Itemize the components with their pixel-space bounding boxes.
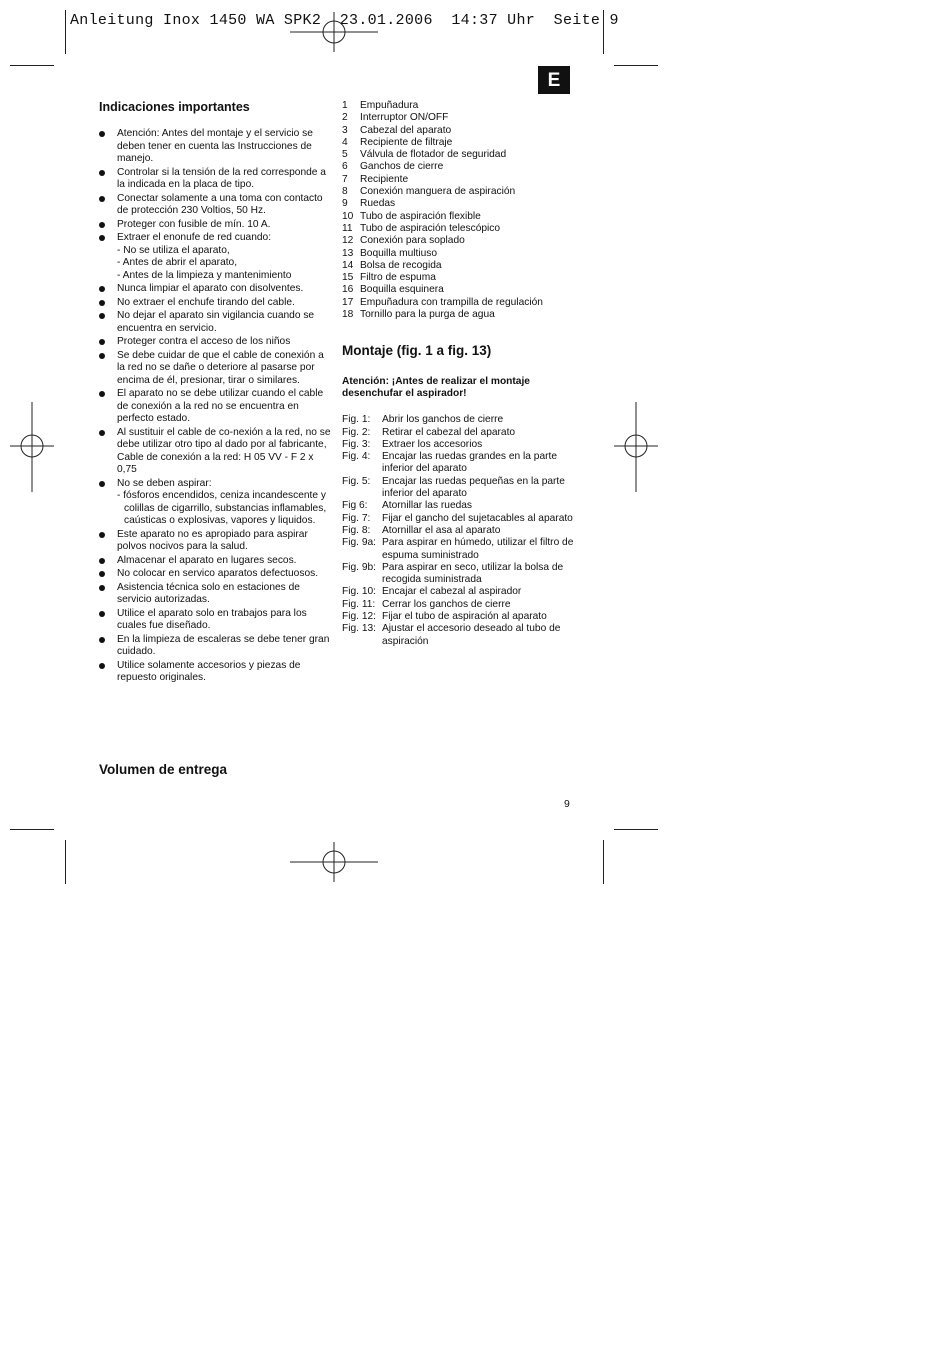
list-item-text: Controlar si la tensión de la red corresponde a la indicada en la placa de tipo.: [117, 166, 326, 190]
list-item: [99, 167, 331, 192]
figure-step-text: Atornillar el asa al aparato: [382, 524, 501, 536]
part-name: Tornillo para la purga de agua: [360, 309, 495, 321]
bullet-icon: [99, 585, 105, 591]
parts-row: [342, 137, 574, 149]
parts-row: [342, 100, 574, 112]
list-item: [99, 388, 331, 426]
part-number: 14: [342, 259, 354, 271]
figure-step-row: [342, 525, 574, 537]
bullet-icon: [99, 353, 105, 359]
list-item-text: Utilice el aparato solo en trabajos para los cuales fue diseñado.: [117, 607, 307, 631]
part-number: 15: [342, 272, 354, 284]
parts-list: [342, 100, 574, 321]
list-item: [99, 634, 331, 659]
part-number: 3: [342, 124, 348, 136]
list-item: [99, 350, 331, 388]
part-name: Empuñadura: [360, 100, 419, 111]
figure-label: Fig. 13:: [342, 623, 376, 635]
list-item: [99, 478, 331, 528]
figure-step-text: Fijar el gancho del sujetacables al aparato: [382, 512, 573, 524]
figure-step-row: [342, 586, 574, 598]
list-item: [99, 336, 331, 349]
figure-step-text: Encajar las ruedas pequeñas en la parte inferior del aparato: [382, 475, 565, 500]
part-number: 13: [342, 247, 354, 259]
list-item-text: No colocar en servico aparatos defectuosos.: [117, 568, 319, 579]
figure-label: Fig. 9b:: [342, 561, 376, 573]
list-item: [99, 582, 331, 607]
parts-row: [342, 149, 574, 161]
figure-label: Fig. 11:: [342, 598, 376, 610]
figure-step-text: Encajar el cabezal al aspirador: [382, 586, 522, 598]
section-title-indicaciones: Indicaciones importantes: [99, 100, 250, 114]
list-item-text: Asistencia técnica solo en estaciones de servicio autorizadas.: [117, 581, 300, 605]
registration-mark-right: [614, 402, 658, 492]
bullet-icon: [99, 131, 105, 137]
bullet-icon: [99, 611, 105, 617]
parts-row: [342, 186, 574, 198]
bullet-icon: [99, 286, 105, 292]
figure-step-row: [342, 414, 574, 426]
right-column: [342, 100, 574, 648]
parts-row: [342, 235, 574, 247]
part-name: Válvula de flotador de seguridad: [360, 149, 507, 161]
figure-label: Fig. 7:: [342, 512, 371, 524]
parts-row: [342, 211, 574, 223]
list-item-text: Nunca limpiar el aparato con disolventes.: [117, 283, 304, 294]
parts-row: [342, 260, 574, 272]
figure-label: Fig 6:: [342, 500, 368, 512]
list-item: [99, 128, 331, 166]
part-name: Conexión manguera de aspiración: [360, 186, 516, 198]
figure-steps-list: [342, 414, 574, 648]
figure-label: Fig. 5:: [342, 475, 371, 487]
part-name: Tubo de aspiración flexible: [360, 210, 481, 222]
part-name: Boquilla multiuso: [360, 247, 438, 259]
list-item: [99, 660, 331, 685]
part-name: Conexión para soplado: [360, 235, 465, 247]
bullet-icon: [99, 222, 105, 228]
part-number: 2: [342, 112, 348, 124]
parts-row: [342, 284, 574, 296]
parts-row: [342, 198, 574, 210]
part-name: Ganchos de cierre: [360, 161, 444, 173]
figure-step-row: [342, 451, 574, 476]
parts-row: [342, 174, 574, 186]
list-item-text: Almacenar el aparato en lugares secos.: [117, 554, 297, 566]
part-number: 12: [342, 235, 354, 247]
figure-step-row: [342, 562, 574, 587]
part-number: 18: [342, 309, 354, 321]
part-name: Empuñadura con trampilla de regulación: [360, 296, 543, 308]
list-item: [99, 219, 331, 232]
attention-note: Atención: ¡Antes de realizar el montaje desenchufar el aspirador!: [342, 375, 530, 399]
figure-step-row: [342, 500, 574, 512]
parts-row: [342, 125, 574, 137]
list-item-text: El aparato no se debe utilizar cuando el cable de conexión a la red no se encuentra en perfecto estado.: [117, 388, 324, 424]
figure-step-row: [342, 599, 574, 611]
part-number: 6: [342, 161, 348, 173]
part-number: 4: [342, 136, 348, 148]
figure-step-row: [342, 623, 574, 648]
part-name: Filtro de espuma: [360, 272, 436, 284]
part-number: 8: [342, 186, 348, 198]
parts-row: [342, 112, 574, 124]
section-title-montaje: Montaje (fig. 1 a fig. 13): [342, 343, 492, 359]
bullet-icon: [99, 170, 105, 176]
figure-step-text: Abrir los ganchos de cierre: [382, 414, 504, 426]
bullet-icon: [99, 663, 105, 669]
list-item-text: Este aparato no es apropiado para aspirar polvos nocivos para la salud.: [117, 528, 308, 552]
figure-step-text: Para aspirar en húmedo, utilizar el filtro de espuma suministrado: [382, 537, 574, 561]
list-item: [99, 427, 331, 477]
figure-step-row: [342, 513, 574, 525]
list-item-text: Al sustituir el cable de co-nexión a la red, no se debe utilizar otro tipo al dado por al fabricante, Cable de conexión a la red: H 05 VV - F 2 x 0,75: [117, 426, 331, 475]
figure-label: Fig. 2:: [342, 426, 371, 438]
figure-step-text: Fijar el tubo de aspiración al aparato: [382, 610, 547, 622]
figure-step-text: Atornillar las ruedas: [382, 500, 473, 512]
figure-step-text: Retirar el cabezal del aparato: [382, 426, 516, 438]
list-item: [99, 529, 331, 554]
bullet-icon: [99, 235, 105, 241]
part-name: Recipiente: [360, 173, 409, 185]
sub-item-text: - Antes de la limpieza y mantenimiento: [117, 269, 292, 281]
parts-row: [342, 223, 574, 235]
part-number: 9: [342, 198, 348, 210]
part-name: Interruptor ON/OFF: [360, 112, 449, 124]
figure-step-text: Encajar las ruedas grandes en la parte inferior del aparato: [382, 451, 557, 475]
part-number: 10: [342, 210, 354, 222]
list-item-text: No dejar el aparato sin vigilancia cuando se encuentra en servicio.: [117, 310, 315, 334]
registration-mark-left: [10, 402, 54, 492]
part-number: 7: [342, 173, 348, 185]
list-item-text: En la limpieza de escaleras se debe tener gran cuidado.: [117, 633, 330, 657]
page-number: 9: [564, 798, 570, 810]
part-name: Boquilla esquinera: [360, 284, 444, 296]
part-name: Recipiente de filtraje: [360, 136, 453, 148]
figure-label: Fig. 4:: [342, 451, 371, 463]
bullet-icon: [99, 196, 105, 202]
parts-row: [342, 248, 574, 260]
part-name: Ruedas: [360, 198, 396, 210]
list-item-text: No extraer el enchufe tirando del cable.: [117, 296, 295, 308]
figure-label: Fig. 9a:: [342, 537, 376, 549]
figure-step-row: [342, 439, 574, 451]
part-name: Cabezal del aparato: [360, 124, 452, 136]
part-number: 17: [342, 296, 354, 308]
parts-row: [342, 309, 574, 321]
sub-item-text: - fósforos encendidos, ceniza incandescente y colillas de cigarrillo, substancias inflamables, caústicas o explosivas, vapores y liquidos.: [117, 490, 327, 526]
figure-label: Fig. 8:: [342, 524, 371, 536]
list-item-text: Atención: Antes del montaje y el servicio se deben tener en cuenta las Instrucciones de manejo.: [117, 128, 313, 164]
figure-step-text: Cerrar los ganchos de cierre: [382, 598, 511, 610]
part-number: 1: [342, 100, 348, 111]
part-number: 11: [342, 222, 353, 234]
registration-mark-bottom: [290, 842, 380, 882]
figure-step-row: [342, 427, 574, 439]
sub-item-text: - No se utiliza el aparato,: [117, 244, 230, 256]
section-title-volumen: Volumen de entrega: [99, 762, 228, 777]
part-number: 5: [342, 149, 348, 161]
figure-step-row: [342, 537, 574, 562]
language-tab: E: [538, 66, 570, 94]
figure-label: Fig. 12:: [342, 610, 376, 622]
list-item-text: Se debe cuidar de que el cable de conexión a la red no se dañe o deteriore al pasarse por encima de él, presionar, tirar o similares.: [117, 349, 324, 386]
bullet-icon: [99, 339, 105, 345]
list-item-text: No se deben aspirar:: [117, 477, 212, 489]
list-item-text: Utilice solamente accesorios y piezas de repuesto originales.: [117, 659, 301, 683]
list-item: [99, 568, 331, 581]
figure-step-text: Extraer los accesorios: [382, 438, 483, 450]
bullet-icon: [99, 637, 105, 643]
bullet-icon: [99, 558, 105, 564]
figure-label: Fig. 1:: [342, 414, 371, 426]
list-item: [99, 193, 331, 218]
list-item: [99, 608, 331, 633]
parts-row: [342, 161, 574, 173]
list-item-text: Conectar solamente a una toma con contacto de protección 230 Voltios, 50 Hz.: [117, 192, 323, 216]
bullet-icon: [99, 391, 105, 397]
list-item: [99, 297, 331, 310]
figure-step-text: Ajustar el accesorio deseado al tubo de aspiración: [382, 623, 561, 647]
list-item: [99, 555, 331, 568]
bullet-icon: [99, 430, 105, 436]
bullet-icon: [99, 481, 105, 487]
figure-label: Fig. 3:: [342, 438, 371, 450]
sub-item-text: - Antes de abrir el aparato,: [117, 257, 238, 268]
safety-list: [99, 128, 331, 686]
figure-step-row: [342, 611, 574, 623]
list-item: [99, 232, 331, 282]
list-item: [99, 283, 331, 296]
list-item-text: Proteger contra el acceso de los niños: [117, 336, 291, 347]
parts-row: [342, 297, 574, 309]
figure-step-text: Para aspirar en seco, utilizar la bolsa de recogida suministrada: [382, 561, 564, 586]
list-item-text: Proteger con fusible de mín. 10 A.: [117, 218, 271, 230]
print-slug: Anleitung Inox 1450 WA SPK2 23.01.2006 14:37 Uhr Seite 9: [70, 12, 619, 29]
bullet-icon: [99, 313, 105, 319]
figure-label: Fig. 10:: [342, 586, 376, 598]
parts-row: [342, 272, 574, 284]
list-item-text: Extraer el enonufe de red cuando:: [117, 232, 272, 243]
bullet-icon: [99, 532, 105, 538]
bullet-icon: [99, 300, 105, 306]
part-name: Bolsa de recogida: [360, 259, 442, 271]
list-item: [99, 310, 331, 335]
figure-step-row: [342, 476, 574, 501]
part-name: Tubo de aspiración telescópico: [360, 222, 501, 234]
bullet-icon: [99, 571, 105, 577]
part-number: 16: [342, 284, 354, 296]
